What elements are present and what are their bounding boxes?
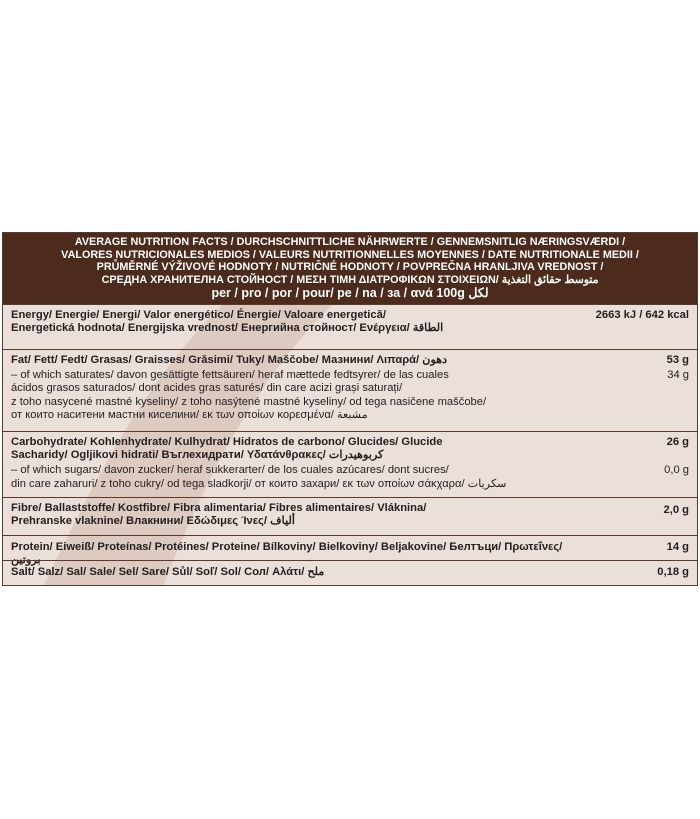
header-line: PRŮMĚRNÉ VÝŽIVOVÉ HODNOTY / NUTRIČNÉ HODNOTY / POVPREČNA HRANLJIVA VREDNOST / xyxy=(96,261,604,274)
carbohydrate-values xyxy=(664,436,689,477)
carbohydrate-label: Carbohydrate/ Kohlenhydrate/ Kulhydrat/ Hidratos de carbono/ Glucides/ Glucide Sacharidy/ Ogljikovi hidrati/ Въглехидрати/ Υδατάνθρακες/ كربوهيدرات – of which sugars/ davon zucker/ heraf sukkerarter/ de los cuales azúcares/ dont sucres/ din care zaharuri/ z toho cukry/ od tega sladkorji/ от които захари/ εκ των οποίων σάκχαρα/ سكريات xyxy=(11,436,571,491)
header-line: AVERAGE NUTRITION FACTS / DURCHSCHNITTLICHE NÄHRWERTE / GENNEMSNITLIG NÆRINGSVÆRDI / xyxy=(74,236,626,248)
fibre-label: Fibre/ Ballaststoffe/ Kostfibre/ Fibra alimentaria/ Fibres alimentaires/ Vláknina/ Prehranske vlaknine/ Влакнини/ Εδώδιμες Ίνες/ ألياف xyxy=(11,502,427,528)
fat-values xyxy=(667,354,689,382)
header-line: VALORES NUTRICIONALES MEDIOS / VALEURS NUTRITIONNELLES MOYENNES / DATE NUTRITIONALE MEDII / xyxy=(61,248,639,261)
nutrition-label xyxy=(2,232,698,586)
protein-label: Protein/ Eiweiß/ Proteínas/ Protéines/ Proteine/ Bílkoviny/ Bielkoviny/ Beljakovine/ Белтъци/ Πρωτεΐνες/ بروتين xyxy=(11,541,563,567)
sugars-label: – of which sugars/ davon zucker/ heraf sukkerarter/ de los cuales azúcares/ dont sucres/ din care zaharuri/ z toho cukry/ od tega sladkorji/ от които захари/ εκ των οποίων σάκχαρα/ سكريات xyxy=(11,464,507,490)
saturates-label: – of which saturates/ davon gesättigte fettsäuren/ heraf mættede fedtsyrer/ de las cuales ácidos grasos saturados/ dont acides gras saturés/ din care acizi grași saturați/ z toho nasycené mastné kyseliny/ z toho nasýtené mastné kyseliny/ od tega nasičene maščobe/ от които наситени мастни киселини/ εκ των οποίων κορεσμένα/ مشبعة xyxy=(11,369,487,421)
fat-row xyxy=(3,349,697,431)
fat-label: Fat/ Fett/ Fedt/ Grasas/ Graisses/ Grăsimi/ Tuky/ Maščobe/ Мазнини/ Λιπαρά/ دهون – of which saturates/ davon gesättigte fettsäuren/ heraf mættede fedtsyrer/ de las cuales ácidos grasos saturados/ dont acides gras saturés/ din care acizi grași saturați/ z toho nasycené mastné kyseliny/ z toho nasýtené mastné kyseliny/ od tega nasičene maščobe/ от които наситени мастни киселини/ εκ των οποίων κορεσμένα/ مشبعة xyxy=(11,354,571,422)
fibre-row xyxy=(3,497,697,535)
salt-label: Salt/ Salz/ Sal/ Sale/ Sel/ Sare/ Sůl/ Soľ/ Sol/ Сол/ Αλάτι/ ملح xyxy=(11,566,325,578)
protein-row xyxy=(3,535,697,567)
fat-value: 53 g xyxy=(666,354,689,366)
sugars-value: 0,0 g xyxy=(664,464,689,477)
salt-row xyxy=(3,560,697,586)
energy-label: Energy/ Energie/ Energi/ Valor energético/ Énergie/ Valoare energetică/ Energetická hodnota/ Energijska vrednost/ Енергийна стойност/ Ενέργεια/ الطاقة xyxy=(11,309,444,335)
carbohydrate-value: 26 g xyxy=(666,436,689,448)
salt-value: 0,18 g xyxy=(657,566,689,578)
fibre-value: 2,0 g xyxy=(663,504,689,516)
per-100g-line: per / pro / por / pour/ pe / na / за / ανά 100g لكل xyxy=(211,286,489,301)
energy-value: 2663 kJ / 642 kcal xyxy=(595,309,689,321)
carbohydrate-row xyxy=(3,431,697,497)
label-header xyxy=(3,233,697,304)
energy-row xyxy=(3,304,697,349)
saturates-value: 34 g xyxy=(667,369,689,382)
protein-value: 14 g xyxy=(666,541,689,553)
header-line: СРЕДНА ХРАНИТЕЛНА СТОЙНОСТ / ΜΕΣΗ ΤΙΜΗ ΔΙΑΤΡΟΦΙΚΩΝ ΣΤΟΙΧΕΙΩΝ/ متوسط حقائق التغذية xyxy=(101,273,599,286)
